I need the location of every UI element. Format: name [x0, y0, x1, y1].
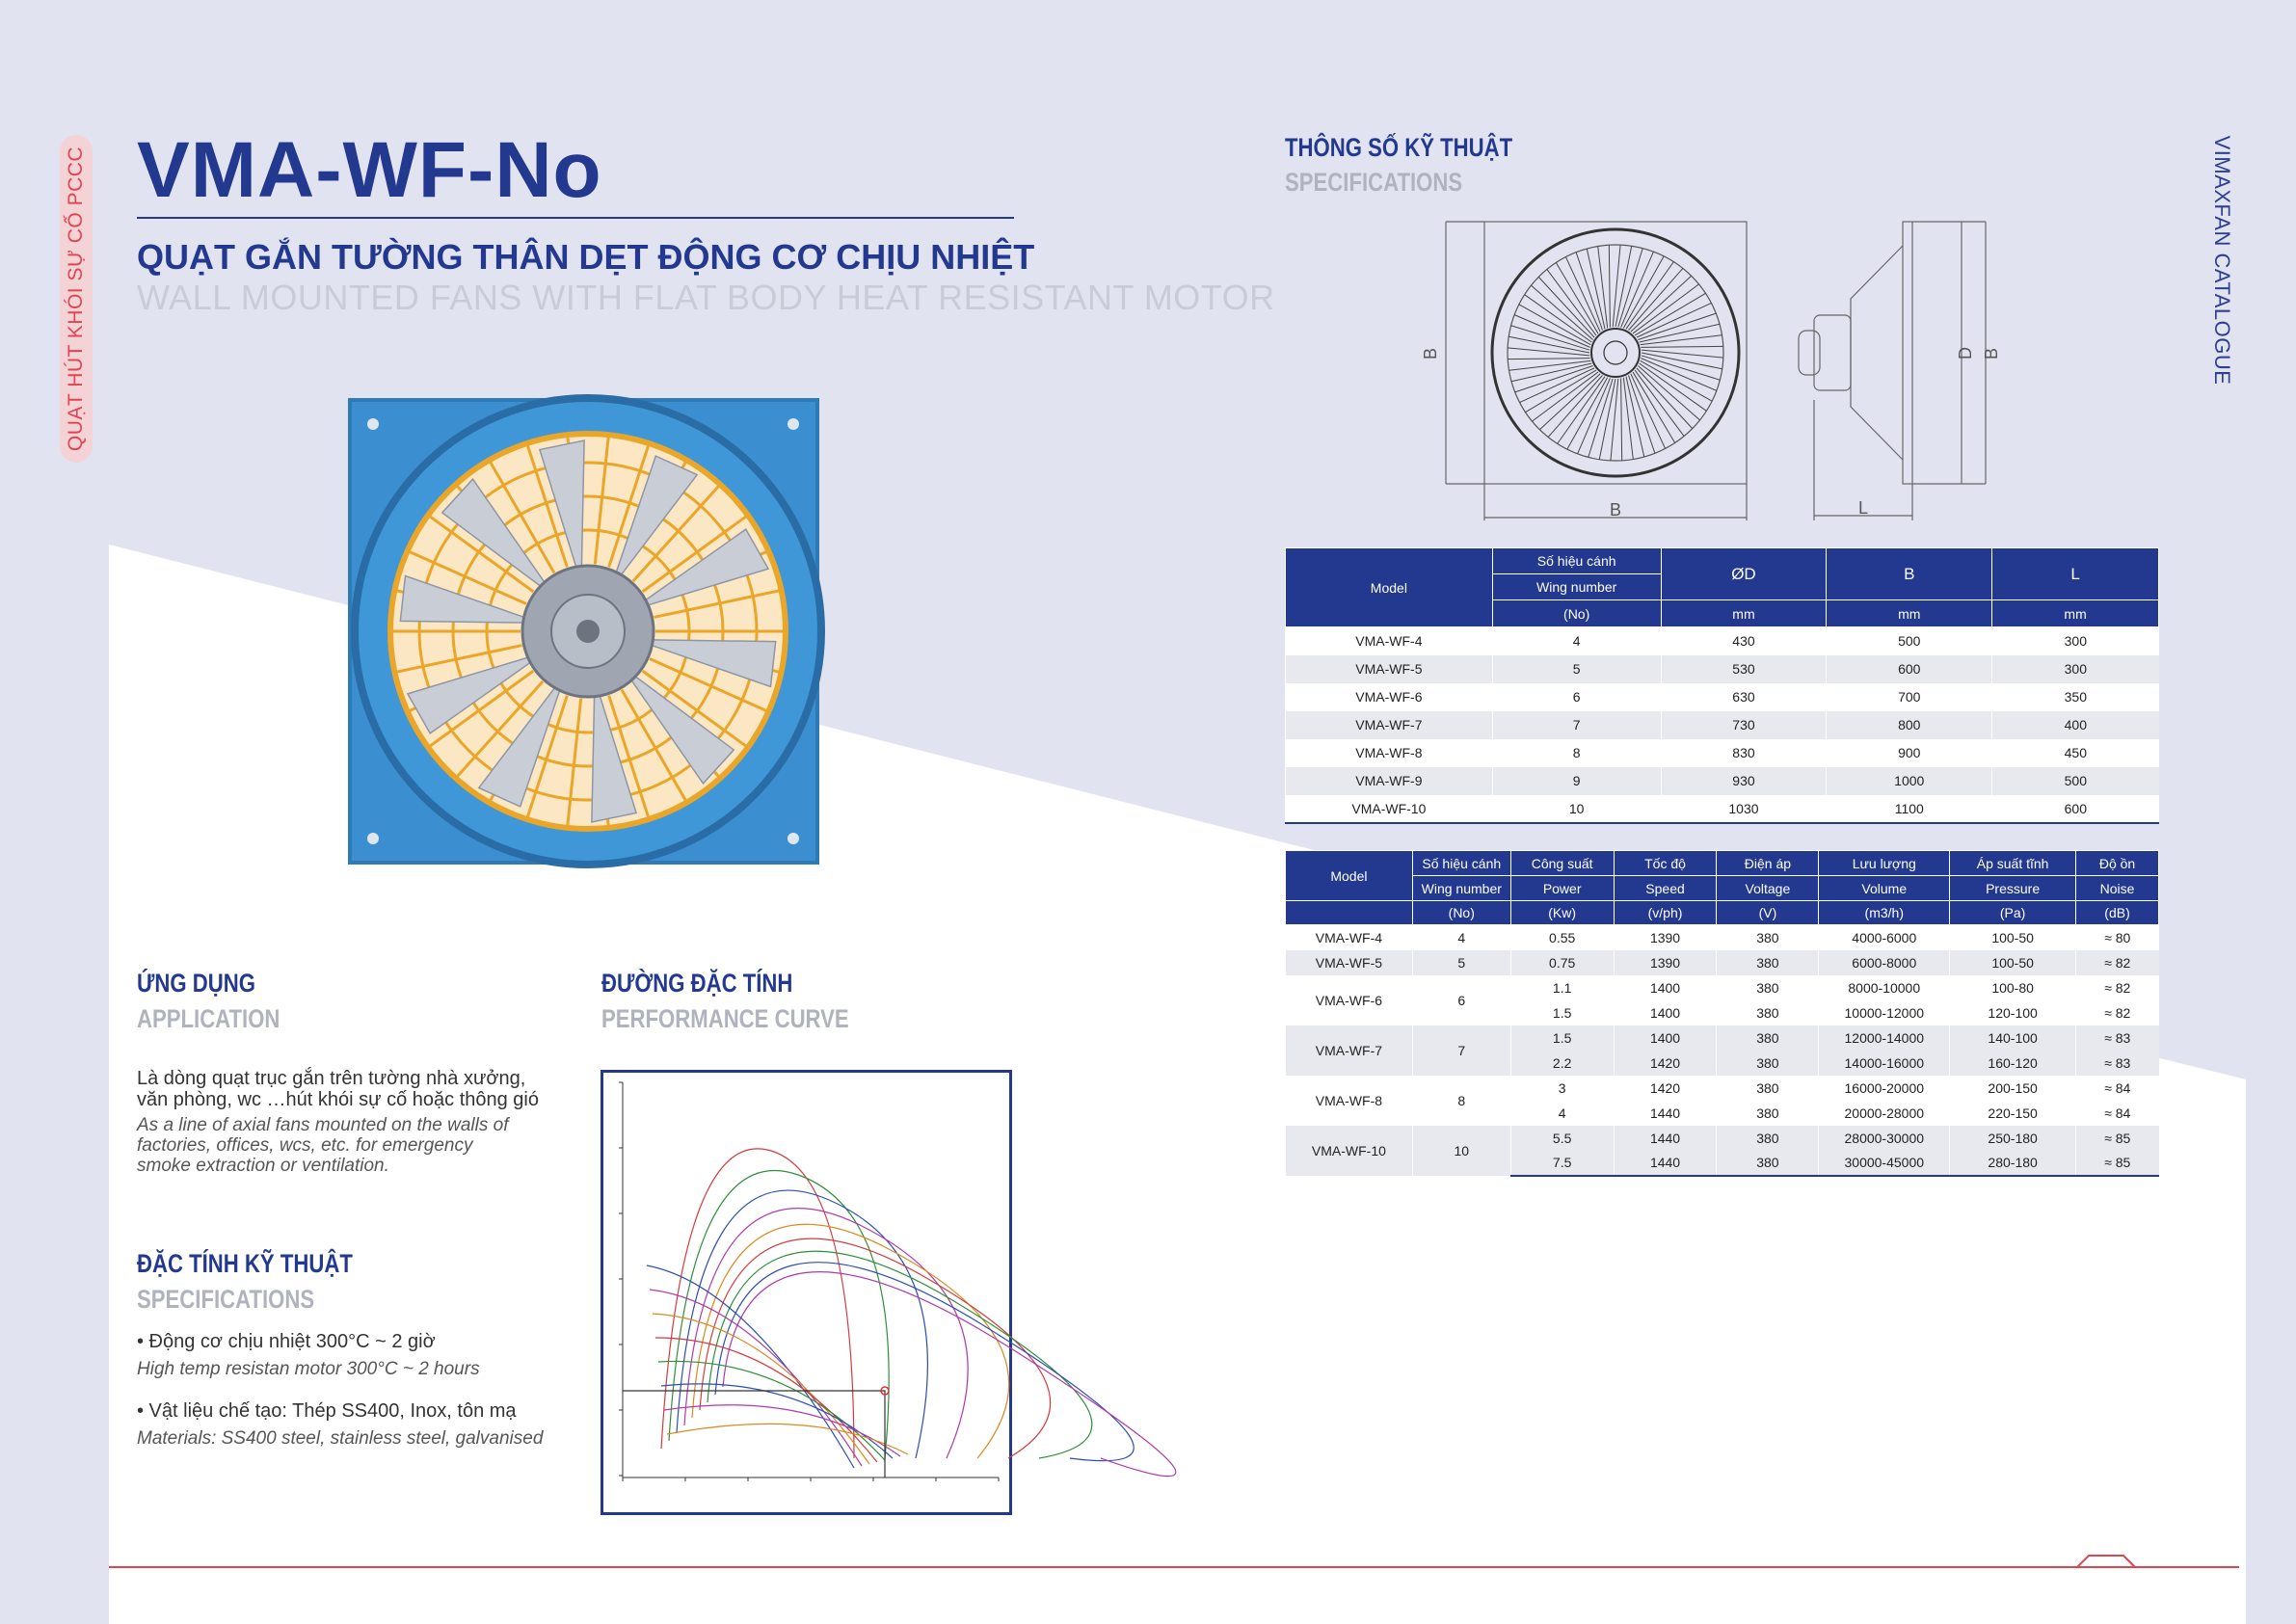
wing-cell: 10 [1412, 1126, 1510, 1176]
table-cell: 800 [1827, 711, 1992, 739]
col-wing-vn: Số hiệu cánh [1492, 548, 1661, 574]
col-perf-wing-en: Wing number [1412, 876, 1510, 901]
col-speed-unit: (v/ph) [1614, 901, 1717, 925]
col-power-en: Power [1510, 876, 1614, 901]
table-cell: 3 [1510, 1076, 1614, 1101]
table-cell: 380 [1717, 1000, 1819, 1025]
table-cell: 280-180 [1950, 1151, 2076, 1176]
table-row [1286, 950, 2159, 975]
col-b: B [1827, 548, 1992, 600]
col-b-unit: mm [1827, 600, 1992, 627]
table-cell: VMA-WF-9 [1286, 767, 1493, 795]
model-cell: VMA-WF-5 [1286, 950, 1413, 975]
table-cell: ≈ 82 [2076, 1000, 2159, 1025]
col-speed-vn: Tốc độ [1614, 851, 1717, 876]
performance-curve-image [601, 1070, 1012, 1515]
table-cell: 8000-10000 [1819, 975, 1950, 1000]
table-cell: ≈ 85 [2076, 1151, 2159, 1176]
col-model: Model [1286, 548, 1493, 627]
table-cell: 930 [1661, 767, 1827, 795]
table-cell: 28000-30000 [1819, 1126, 1950, 1151]
table-cell: 4000-6000 [1819, 925, 1950, 950]
application-text-vn-2: văn phòng, wc …hút khói sự cố hoặc thông gió [137, 1089, 539, 1110]
table-cell: 1440 [1614, 1151, 1717, 1176]
table-cell: VMA-WF-6 [1286, 683, 1493, 711]
table-cell: 380 [1717, 950, 1819, 975]
table-cell: 450 [1992, 739, 2159, 767]
table-cell: 730 [1661, 711, 1827, 739]
table-cell: VMA-WF-10 [1286, 795, 1493, 823]
col-pressure-unit: (Pa) [1950, 901, 2076, 925]
table-cell: 1.1 [1510, 975, 1614, 1000]
specs-heading-english: SPECIFICATIONS [1285, 168, 1463, 197]
table-cell: 10000-12000 [1819, 1000, 1950, 1025]
table-cell: ≈ 82 [2076, 975, 2159, 1000]
col-volume-vn: Lưu lượng [1819, 851, 1950, 876]
table-cell: 380 [1717, 975, 1819, 1000]
table-row [1286, 627, 2159, 655]
title-divider [137, 217, 1014, 219]
table-row [1286, 767, 2159, 795]
table-cell: 1390 [1614, 925, 1717, 950]
performance-heading-english: PERFORMANCE CURVE [601, 1004, 849, 1033]
specs-heading: THÔNG SỐ KỸ THUẬT [1285, 133, 1513, 162]
spec-item-1-english: High temp resistan motor 300°C ~ 2 hours [137, 1359, 480, 1379]
table-row [1286, 925, 2159, 950]
technical-heading-english: SPECIFICATIONS [137, 1285, 315, 1314]
page-title: VMA-WF-No [137, 126, 602, 214]
table-cell: 20000-28000 [1819, 1101, 1950, 1126]
table-cell: 400 [1992, 711, 2159, 739]
model-cell: VMA-WF-7 [1286, 1025, 1413, 1076]
table-cell: 900 [1827, 739, 1992, 767]
drawing-label-d: D [1956, 347, 1975, 359]
wing-cell: 7 [1412, 1025, 1510, 1076]
table-cell: 380 [1717, 1076, 1819, 1101]
table-cell: 380 [1717, 1101, 1819, 1126]
table-cell: 350 [1992, 683, 2159, 711]
table-cell: 1420 [1614, 1076, 1717, 1101]
table-cell: 120-100 [1950, 1000, 2076, 1025]
col-pressure-en: Pressure [1950, 876, 2076, 901]
table-cell: 830 [1661, 739, 1827, 767]
table-cell: 100-80 [1950, 975, 2076, 1000]
model-cell: VMA-WF-4 [1286, 925, 1413, 950]
table-cell: 4 [1510, 1101, 1614, 1126]
performance-heading: ĐƯỜNG ĐẶC TÍNH [601, 969, 793, 998]
catalogue-label: VIMAXFAN CATALOGUE [2210, 135, 2234, 386]
col-volume-en: Volume [1819, 876, 1950, 901]
table-cell: 7.5 [1510, 1151, 1614, 1176]
col-perf-model: Model [1286, 851, 1413, 901]
table-cell: 1.5 [1510, 1025, 1614, 1051]
col-speed-en: Speed [1614, 876, 1717, 901]
col-perf-model-unit [1286, 901, 1413, 925]
application-text-vn-1: Là dòng quạt trục gắn trên tường nhà xưởng, [137, 1068, 526, 1089]
spec-item-2-english: Materials: SS400 steel, stainless steel, galvanised [137, 1428, 544, 1449]
table-row [1286, 655, 2159, 683]
col-l: L [1992, 548, 2159, 600]
col-perf-wing-vn: Số hiệu cánh [1412, 851, 1510, 876]
table-cell: 1000 [1827, 767, 1992, 795]
col-noise-vn: Độ ồn [2076, 851, 2159, 876]
model-cell: VMA-WF-10 [1286, 1126, 1413, 1176]
table-cell: 5.5 [1510, 1126, 1614, 1151]
application-text-en-3: smoke extraction or ventilation. [137, 1156, 389, 1176]
table-cell: 1440 [1614, 1126, 1717, 1151]
table-cell: 380 [1717, 1051, 1819, 1076]
col-wing-en: Wing number [1492, 574, 1661, 600]
application-text-en-2: factories, offices, wcs, etc. for emergency [137, 1135, 473, 1156]
table-cell: 16000-20000 [1819, 1076, 1950, 1101]
table-row [1286, 795, 2159, 823]
table-cell: VMA-WF-5 [1286, 655, 1493, 683]
table-cell: 380 [1717, 1025, 1819, 1051]
table-cell: 430 [1661, 627, 1827, 655]
footer-rule [109, 1566, 2239, 1568]
footer-tab-shape [2077, 1555, 2135, 1568]
drawing-label-b-left: B [1421, 347, 1440, 359]
table-cell: 600 [1827, 655, 1992, 683]
table-cell: 200-150 [1950, 1076, 2076, 1101]
table-cell: 0.55 [1510, 925, 1614, 950]
table-cell: 6000-8000 [1819, 950, 1950, 975]
subtitle-english: WALL MOUNTED FANS WITH FLAT BODY HEAT RESISTANT MOTOR [137, 278, 1275, 317]
table-cell: 4 [1492, 627, 1661, 655]
fan-product-image [333, 386, 834, 887]
table-cell: 500 [1827, 627, 1992, 655]
drawing-label-b-bottom: B [1610, 500, 1622, 519]
table-cell: VMA-WF-8 [1286, 739, 1493, 767]
performance-table [1285, 850, 2159, 1177]
table-cell: 500 [1992, 767, 2159, 795]
table-cell: ≈ 83 [2076, 1025, 2159, 1051]
table-cell: 630 [1661, 683, 1827, 711]
dimensions-table [1285, 547, 2159, 824]
table-cell: ≈ 85 [2076, 1126, 2159, 1151]
table-cell: 0.75 [1510, 950, 1614, 975]
table-cell: 8 [1492, 739, 1661, 767]
col-pressure-vn: Áp suất tĩnh [1950, 851, 2076, 876]
col-l-unit: mm [1992, 600, 2159, 627]
col-volume-unit: (m3/h) [1819, 901, 1950, 925]
table-cell: 380 [1717, 925, 1819, 950]
table-row [1286, 975, 2159, 1000]
category-side-tab [60, 135, 93, 463]
col-voltage-vn: Điện áp [1717, 851, 1819, 876]
table-cell: 380 [1717, 1151, 1819, 1176]
table-cell: 10 [1492, 795, 1661, 823]
table-row [1286, 1076, 2159, 1101]
application-text-en-1: As a line of axial fans mounted on the walls of [137, 1115, 509, 1135]
table-row [1286, 1126, 2159, 1151]
spec-item-2: • Vật liệu chế tạo: Thép SS400, Inox, tôn mạ [137, 1400, 517, 1422]
dimension-drawing [1421, 207, 2043, 540]
table-cell: 100-50 [1950, 925, 2076, 950]
table-cell: 9 [1492, 767, 1661, 795]
performance-curve-graphic [603, 1073, 1009, 1512]
table-row [1286, 711, 2159, 739]
table-cell: 300 [1992, 655, 2159, 683]
col-perf-wing-unit: (No) [1412, 901, 1510, 925]
table-cell: 1400 [1614, 975, 1717, 1000]
table-cell: 1400 [1614, 1025, 1717, 1051]
table-cell: 250-180 [1950, 1126, 2076, 1151]
table-cell: 700 [1827, 683, 1992, 711]
category-label: QUẠT HÚT KHÓI SỰ CỐ PCCC [65, 146, 87, 452]
model-cell: VMA-WF-6 [1286, 975, 1413, 1025]
table-cell: 160-120 [1950, 1051, 2076, 1076]
drawing-label-l: L [1858, 498, 1869, 518]
table-cell: 14000-16000 [1819, 1051, 1950, 1076]
table-cell: 1420 [1614, 1051, 1717, 1076]
subtitle-vietnamese: QUẠT GẮN TƯỜNG THÂN DẸT ĐỘNG CƠ CHỊU NHIỆT [137, 237, 1035, 277]
table-cell: ≈ 83 [2076, 1051, 2159, 1076]
col-wing-unit: (No) [1492, 600, 1661, 627]
table-cell: VMA-WF-7 [1286, 711, 1493, 739]
table-cell: 600 [1992, 795, 2159, 823]
table-cell: 1400 [1614, 1000, 1717, 1025]
table-row [1286, 683, 2159, 711]
col-d: ØD [1661, 548, 1827, 600]
table-cell: 12000-14000 [1819, 1025, 1950, 1051]
table-cell: ≈ 84 [2076, 1076, 2159, 1101]
table-row [1286, 739, 2159, 767]
col-noise-en: Noise [2076, 876, 2159, 901]
table-cell: 1100 [1827, 795, 1992, 823]
table-cell: 140-100 [1950, 1025, 2076, 1051]
col-power-unit: (Kw) [1510, 901, 1614, 925]
table-cell: 6 [1492, 683, 1661, 711]
drawing-label-b-right: B [1982, 347, 2001, 359]
table-cell: 2.2 [1510, 1051, 1614, 1076]
catalogue-side-label [2207, 135, 2236, 386]
col-noise-unit: (dB) [2076, 901, 2159, 925]
table-cell: 530 [1661, 655, 1827, 683]
table-row [1286, 1025, 2159, 1051]
table-cell: 1.5 [1510, 1000, 1614, 1025]
wing-cell: 4 [1412, 925, 1510, 950]
table-cell: 7 [1492, 711, 1661, 739]
model-cell: VMA-WF-8 [1286, 1076, 1413, 1126]
table-cell: 5 [1492, 655, 1661, 683]
spec-item-1: • Động cơ chịu nhiệt 300°C ~ 2 giờ [137, 1331, 436, 1352]
col-voltage-unit: (V) [1717, 901, 1819, 925]
technical-heading: ĐẶC TÍNH KỸ THUẬT [137, 1249, 353, 1278]
table-cell: VMA-WF-4 [1286, 627, 1493, 655]
wing-cell: 8 [1412, 1076, 1510, 1126]
col-voltage-en: Voltage [1717, 876, 1819, 901]
application-heading-english: APPLICATION [137, 1004, 280, 1033]
application-heading: ỨNG DỤNG [137, 969, 255, 998]
table-cell: 1390 [1614, 950, 1717, 975]
table-cell: 1030 [1661, 795, 1827, 823]
col-d-unit: mm [1661, 600, 1827, 627]
wing-cell: 5 [1412, 950, 1510, 975]
table-cell: ≈ 80 [2076, 925, 2159, 950]
col-power-vn: Công suất [1510, 851, 1614, 876]
table-cell: ≈ 82 [2076, 950, 2159, 975]
table-cell: 300 [1992, 627, 2159, 655]
table-cell: 100-50 [1950, 950, 2076, 975]
table-cell: 30000-45000 [1819, 1151, 1950, 1176]
table-cell: 220-150 [1950, 1101, 2076, 1126]
wing-cell: 6 [1412, 975, 1510, 1025]
table-cell: ≈ 84 [2076, 1101, 2159, 1126]
table-cell: 380 [1717, 1126, 1819, 1151]
table-cell: 1440 [1614, 1101, 1717, 1126]
